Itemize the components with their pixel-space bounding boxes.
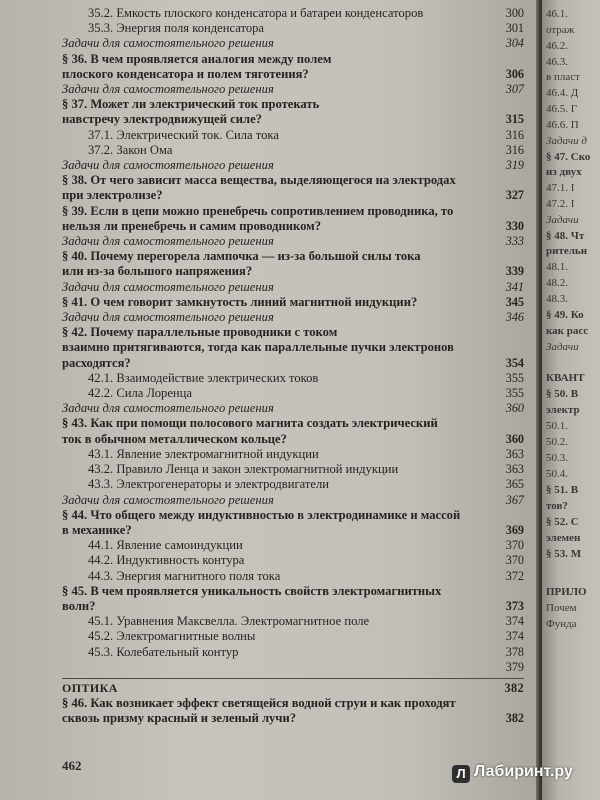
toc-subsection-entry — [62, 629, 524, 644]
toc-page-number: 370 — [505, 553, 524, 568]
toc-page-number: 339 — [505, 264, 524, 279]
toc-entry-line: Задачи для самостоятельного решения — [62, 401, 274, 416]
watermark — [452, 763, 573, 783]
toc-page-number: 341 — [505, 279, 524, 294]
facing-page-fragment: Почем — [546, 602, 577, 614]
toc-exercises-entry — [62, 36, 524, 51]
facing-page-fragment: § 50. В — [546, 388, 579, 400]
toc-section-entry — [62, 584, 524, 614]
toc-entry-line: Задачи для самостоятельного решения — [62, 234, 274, 249]
toc-page-number: 374 — [505, 629, 524, 644]
toc-entry-line: § 46. Как возникает эффект светящейся водной струи и как проходят — [62, 696, 456, 711]
facing-page-fragment: 48.2. — [546, 277, 568, 289]
toc-subsection-entry — [62, 447, 524, 462]
toc-entry-line: § 40. Почему перегорела лампочка — из-за большой силы тока — [62, 249, 421, 264]
toc-entry-line: нельзя ли пренебречь и самим проводником? — [62, 218, 322, 233]
toc-page-number: 369 — [505, 522, 524, 537]
toc-page-number: 379 — [505, 659, 524, 674]
toc-entry-line: Задачи для самостоятельного решения — [62, 82, 274, 97]
toc-entry-line: 43.3. Электрогенераторы и электродвигатели — [88, 477, 330, 492]
toc-subsection-entry — [62, 371, 524, 386]
toc-entry-line: 37.2. Закон Ома — [88, 142, 173, 157]
toc-exercises-entry — [62, 158, 524, 173]
toc-subsection-entry — [62, 569, 524, 584]
toc-entry-line: § 38. От чего зависит масса вещества, выделяющегося на электродах — [62, 173, 456, 188]
table-of-contents — [62, 6, 524, 727]
toc-exercises-entry — [62, 401, 524, 416]
toc-page-number: 316 — [505, 127, 524, 142]
facing-page-fragment: 46.5. Г — [546, 103, 578, 115]
toc-subsection-entry — [62, 477, 524, 492]
facing-page-fragment: Задачи д — [546, 135, 587, 147]
toc-entry-line: волн? — [62, 598, 96, 613]
facing-page-fragment: Задачи — [546, 214, 579, 226]
toc-entry-line: § 37. Может ли электрический ток протекать — [62, 97, 320, 112]
toc-page-number: 315 — [505, 112, 524, 127]
toc-section-entry — [62, 416, 524, 446]
toc-entry-line: ток в обычном металлическом кольце? — [62, 431, 287, 446]
toc-entry-line: 42.1. Взаимодействие электрических токов — [88, 370, 319, 385]
facing-page-fragment: из двух — [546, 166, 582, 178]
toc-subsection-entry — [62, 538, 524, 553]
toc-exercises-entry — [62, 493, 524, 508]
toc-entry-line: 42.2. Сила Лоренца — [88, 386, 192, 401]
facing-page-fragment: 46.6. П — [546, 119, 579, 131]
toc-entry-line: § 44. Что общего между индуктивностью в электродинамике и массой — [62, 507, 461, 522]
toc-page-number: 316 — [505, 142, 524, 157]
toc-page-number: 363 — [505, 462, 524, 477]
facing-page-fragment: § 51. В — [546, 484, 579, 496]
toc-part-heading — [62, 681, 524, 696]
toc-entry-line: § 36. В чем проявляется аналогия между полем — [62, 51, 332, 66]
toc-entry-line: 44.3. Энергия магнитного поля тока — [88, 568, 281, 583]
facing-page-fragment: 47.1. I — [546, 182, 575, 194]
toc-entry-line: навстречу электродвижущей силе? — [62, 112, 262, 127]
toc-entry-line: § 39. Если в цепи можно пренебречь сопротивлением проводника, то — [62, 203, 454, 218]
toc-section-entry — [62, 508, 524, 538]
toc-page-number: 301 — [505, 21, 524, 36]
facing-page-fragment: Фунда — [546, 618, 577, 630]
toc-page-number: 360 — [505, 431, 524, 446]
facing-page-fragment: 46.1. — [546, 8, 568, 20]
toc-entry-line — [62, 660, 524, 675]
toc-page-number: 355 — [505, 370, 524, 385]
facing-page-fragment: § 49. Ко — [546, 309, 584, 321]
toc-entry-line: взаимно притягиваются, тогда как параллельные пучки электронов — [62, 340, 454, 355]
toc-entry-line: 35.3. Энергия поля конденсатора — [88, 21, 264, 36]
facing-page-fragment: § 52. С — [546, 516, 579, 528]
toc-section-entry — [62, 249, 524, 279]
toc-subsection-entry — [62, 386, 524, 401]
toc-entry-line: § 41. О чем говорит замкнутость линий магнитной индукции? — [62, 294, 418, 309]
toc-exercises-entry — [62, 310, 524, 325]
toc-subsection-entry — [62, 553, 524, 568]
toc-entry — [62, 660, 524, 675]
toc-page-number: 354 — [505, 355, 524, 370]
toc-subsection-entry — [62, 462, 524, 477]
toc-entry-line: 35.2. Емкость плоского конденсатора и батареи конденсаторов — [88, 6, 424, 20]
toc-entry-line: 45.3. Колебательный контур — [88, 644, 239, 659]
toc-section-entry — [62, 204, 524, 234]
toc-entry-line: ОПТИКА — [62, 680, 118, 695]
toc-entry-line: Задачи для самостоятельного решения — [62, 310, 274, 325]
toc-page-number: 360 — [505, 401, 524, 416]
toc-entry-line: плоского конденсатора и полем тяготения? — [62, 66, 309, 81]
toc-page-number: 330 — [505, 218, 524, 233]
facing-page-fragment: 48.3. — [546, 293, 568, 305]
facing-page-fragment: 48.1. — [546, 261, 568, 273]
facing-page-fragment: рительн — [546, 245, 588, 257]
toc-subsection-entry — [62, 614, 524, 629]
toc-page-number: 373 — [505, 598, 524, 613]
toc-page-number: 319 — [505, 158, 524, 173]
toc-page-number: 374 — [505, 614, 524, 629]
facing-page-fragment: в пласт — [546, 71, 580, 83]
section-divider — [62, 678, 524, 679]
toc-entry-line: сквозь призму красный и зеленый лучи? — [62, 711, 297, 726]
facing-page-fragment: КВАНТ — [546, 372, 585, 384]
facing-page-fragment: 50.2. — [546, 436, 568, 448]
labirint-logo-icon: Л — [452, 765, 470, 783]
toc-subsection-entry — [62, 645, 524, 660]
toc-exercises-entry — [62, 82, 524, 97]
facing-page-fragment: элемен — [546, 532, 581, 544]
toc-entry-line: в механике? — [62, 522, 132, 537]
toc-section-entry — [62, 295, 524, 310]
toc-page-number: 372 — [505, 568, 524, 583]
toc-entry-line: 43.1. Явление электромагнитной индукции — [88, 446, 319, 461]
toc-page-number: 378 — [505, 644, 524, 659]
toc-exercises-entry — [62, 234, 524, 249]
toc-entry-line: § 42. Почему параллельные проводники с током — [62, 325, 338, 340]
toc-page-number: 355 — [505, 386, 524, 401]
facing-page-fragment: 50.4. — [546, 468, 568, 480]
watermark-text: Лабиринт.ру — [474, 763, 573, 780]
facing-page-fragment: 46.4. Д — [546, 87, 579, 99]
toc-page-number: 345 — [505, 294, 524, 309]
toc-entry-line: Задачи для самостоятельного решения — [62, 36, 274, 51]
facing-page-fragment: 46.3. — [546, 56, 568, 68]
toc-entry-line: Задачи для самостоятельного решения — [62, 158, 274, 173]
toc-entry-line: при электролизе? — [62, 188, 163, 203]
toc-page-number: 333 — [505, 234, 524, 249]
toc-page-number: 307 — [505, 82, 524, 97]
facing-page-fragment: § 53. М — [546, 548, 582, 560]
facing-page-fragment: электр — [546, 404, 580, 416]
toc-subsection-entry — [62, 128, 524, 143]
toc-entry-line: Задачи для самостоятельного решения — [62, 492, 274, 507]
facing-page-fragment: как расс — [546, 325, 589, 337]
toc-subsection-entry — [62, 21, 524, 36]
facing-page — [542, 0, 600, 800]
toc-section-entry — [62, 52, 524, 82]
toc-page-number: 306 — [505, 66, 524, 81]
toc-entry-line: § 45. В чем проявляется уникальность свойств электромагнитных — [62, 583, 442, 598]
toc-section-entry — [62, 97, 524, 127]
toc-page-number: 300 — [505, 6, 524, 20]
toc-section-entry — [62, 696, 524, 726]
toc-entry-line: или из-за большого напряжения? — [62, 264, 253, 279]
facing-page-fragment: § 47. Ско — [546, 151, 591, 163]
toc-page-number: 327 — [505, 188, 524, 203]
facing-page-fragment: Задачи — [546, 341, 579, 353]
toc-page-number: 370 — [505, 538, 524, 553]
toc-page-number: 363 — [505, 446, 524, 461]
facing-page-fragment: тов? — [546, 500, 568, 512]
toc-subsection-entry — [62, 6, 524, 21]
toc-entry-line: расходятся? — [62, 355, 131, 370]
toc-page-number: 346 — [505, 310, 524, 325]
page-number: 462 — [62, 758, 82, 773]
toc-page-number: 382 — [505, 711, 524, 726]
toc-section-entry — [62, 173, 524, 203]
facing-page-fragment: 47.2. I — [546, 198, 575, 210]
toc-entry-line: § 43. Как при помощи полосового магнита создать электрический — [62, 416, 438, 431]
toc-page-number: 367 — [505, 492, 524, 507]
toc-entry-line: 45.1. Уравнения Максвелла. Электромагнитное поле — [88, 614, 370, 629]
toc-entry-line: 37.1. Электрический ток. Сила тока — [88, 127, 279, 142]
toc-page-number: 365 — [505, 477, 524, 492]
facing-page-fragment: отраж — [546, 24, 575, 36]
toc-entry-line: 44.1. Явление самоиндукции — [88, 538, 243, 553]
toc-entry-line: 45.2. Электромагнитные волны — [88, 629, 256, 644]
toc-subsection-entry — [62, 143, 524, 158]
facing-page-fragment: 50.1. — [546, 420, 568, 432]
toc-section-entry — [62, 325, 524, 371]
toc-entry-line: 43.2. Правило Ленца и закон электромагнитной индукции — [88, 462, 399, 477]
toc-exercises-entry — [62, 280, 524, 295]
facing-page-fragment: 46.2. — [546, 40, 568, 52]
facing-page-fragment: 50.3. — [546, 452, 568, 464]
toc-entry-line: 44.2. Индуктивность контура — [88, 553, 245, 568]
toc-page-number: 304 — [505, 36, 524, 51]
toc-entry-line: Задачи для самостоятельного решения — [62, 279, 274, 294]
facing-page-fragment: § 48. Чт — [546, 230, 585, 242]
facing-page-fragment: ПРИЛО — [546, 586, 587, 598]
toc-page-number: 382 — [504, 680, 524, 695]
